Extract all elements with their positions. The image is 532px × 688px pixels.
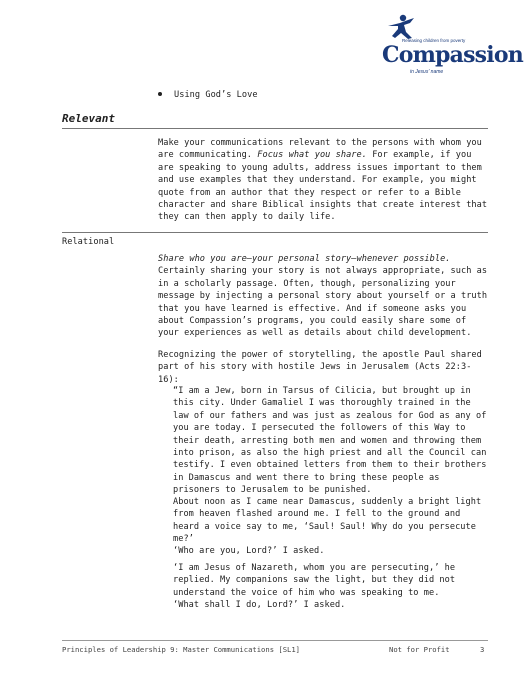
quote-paragraph-4: ‘I am Jesus of Nazareth, whom you are persecuting,’ he replied. My companions saw the light, but they did not understand the voice of him who was speaking to me. — [173, 563, 456, 598]
footer-rule — [62, 640, 488, 641]
relevant-emphasis: Focus what you share. — [257, 150, 367, 161]
section-top-rule — [62, 128, 488, 129]
relational-emphasis: Share who you are—your personal story—whenever possible. — [158, 254, 451, 264]
logo-subline: in Jesus' name — [410, 69, 444, 75]
storytelling-paragraph: Recognizing the power of storytelling, the apostle Paul shared part of his story with hostile Jews in Jerusalem (Acts 22:3-16): — [158, 350, 482, 385]
relational-text: Certainly sharing your story is not always appropriate, such as in a scholarly passage. Often, though, personalizing your message by injecting a personal story about yourself or a truth that you have learned is effective. And if someone asks you about Compassion’s programs, you could easily share some of your experiences as well as details about child development. — [158, 266, 488, 339]
side-label-relational: Relational — [62, 237, 115, 247]
section-title: Relevant — [62, 112, 115, 125]
running-child-icon — [386, 14, 416, 40]
footer-title: Principles of Leadership 9: Master Communications [SL1] — [62, 645, 300, 654]
logo-wordmark: Compassion — [382, 42, 523, 68]
quote-paragraph-5: ‘What shall I do, Lord?’ I asked. — [173, 600, 346, 610]
compassion-logo — [382, 18, 523, 78]
relevant-paragraph — [158, 137, 490, 224]
logo-tagline: Releasing children from poverty — [402, 38, 466, 43]
quote-paragraph-2: About noon as I came near Damascus, suddenly a bright light from heaven flashed around me. I fell to the ground and heard a voice say to me, ‘Saul! Saul! Why do you persecute me?’ — [173, 497, 482, 545]
bullet-icon — [158, 92, 162, 96]
bullet-item — [158, 89, 258, 101]
relational-paragraph — [158, 253, 490, 340]
quote-paragraph-1: “I am a Jew, born in Tarsus of Cilicia, but brought up in this city. Under Gamaliel I was thoroughly trained in the law of our fathers and was just as zealous for God as any of you are today. I persecuted the followers of this Way to their death, arresting both men and women and throwing them into prison, as also the high priest and all the Council can testify. I even obtained letters from them to their brothers in Damascus and went there to bring these people as prisoners to Jerusalem to be punished. — [173, 386, 487, 496]
page-number: 3 — [480, 645, 485, 654]
footer-notice: Not for Profit — [389, 645, 450, 654]
quote-paragraph-3: ‘Who are you, Lord?’ I asked. — [173, 546, 325, 556]
bullet-text: Using God’s Love — [174, 90, 258, 100]
relevant-text-end: For example, if you are speaking to young adults, address issues important to them and use examples that they understand. For example, you might quote from an author that they respect or refer to a Bible character and share Biblical insights that create interest that they can then apply to daily life. — [158, 150, 488, 223]
section-divider-rule — [62, 232, 488, 233]
relevant-text-start: Make your communications relevant to the persons with whom you are communicating. — [158, 138, 482, 161]
